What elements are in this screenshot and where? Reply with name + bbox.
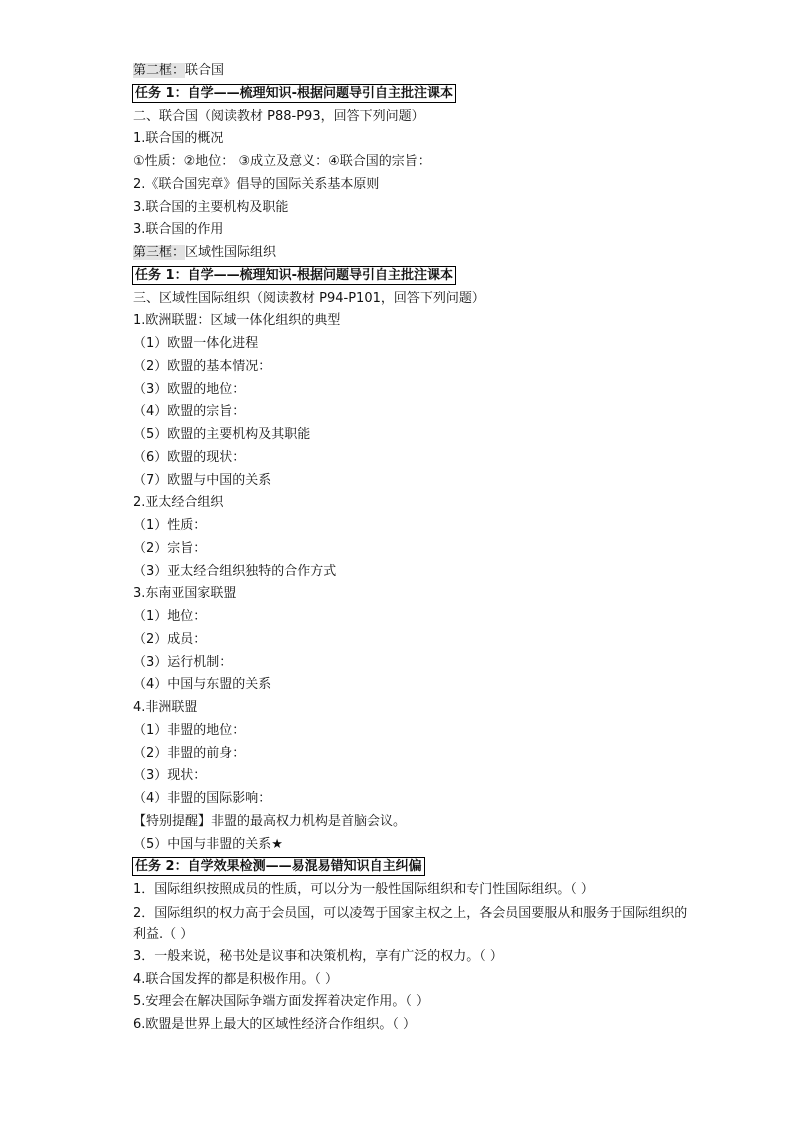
sec3-heading: 三、区域性国际组织（阅读教材 P94-P101，回答下列问题）: [133, 290, 485, 306]
frame2-name: 联合国: [185, 63, 225, 78]
document-body: [133, 60, 693, 1037]
question-5: 5.安理会在解决国际争端方面发挥着决定作用。（ ）: [133, 994, 430, 1010]
sec3-item: 3.东南亚国家联盟: [133, 586, 237, 602]
sec3-item: （5）欧盟的主要机构及其职能: [133, 427, 311, 442]
question-4: 4.联合国发挥的都是积极作用。（ ）: [133, 971, 339, 987]
sec3-item: （3）运行机制：: [133, 654, 233, 670]
sec3-item: （2）宗旨：: [133, 540, 207, 556]
sec2-item: 1.联合国的概况: [133, 131, 224, 147]
task1b-box: 任务 1：自学——梳理知识-根据问题导引自主批注课本: [132, 266, 456, 285]
sec3-item: （2）非盟的前身：: [133, 745, 246, 761]
sec3-item: （1）欧盟一体化进程: [133, 336, 259, 351]
task1-unpaired-header: [133, 83, 693, 106]
sec3-item: （3）现状：: [133, 768, 207, 784]
sec3-item: （6）欧盟的现状：: [133, 449, 246, 465]
sec3-item: （3）欧盟的地位：: [133, 381, 246, 397]
sec3-item: （4）中国与东盟的关系: [133, 677, 272, 693]
sec2-heading: 二、联合国（阅读教材 P88-P93，回答下列问题）: [133, 108, 425, 124]
task1a-box: 任务 1：自学——梳理知识-根据问题导引自主批注课本: [132, 84, 456, 103]
sec3-item: （5）中国与非盟的关系★: [133, 836, 283, 852]
sec3-item: （3）亚太经合组织独特的合作方式: [133, 563, 337, 579]
task1b-header: [133, 265, 693, 288]
sec3-item: （2）成员：: [133, 631, 207, 647]
sec3-item: （4）非盟的国际影响：: [133, 791, 272, 806]
sec2-item: 3.联合国的主要机构及职能: [133, 199, 289, 215]
sec3-item: （2）欧盟的基本情况：: [133, 358, 272, 374]
task2-header: [133, 856, 693, 879]
sec3-item: （7）欧盟与中国的关系: [133, 472, 272, 488]
sec3-item: （1）非盟的地位：: [133, 722, 246, 738]
question-3: 3．一般来说，秘书处是议事和决策机构，享有广泛的权力。（ ）: [133, 948, 503, 964]
special-reminder: 【特别提醒】非盟的最高权力机构是首脑会议。: [133, 813, 407, 829]
frame3-title: [133, 242, 693, 265]
frame3-name: 区域性国际组织: [185, 245, 277, 260]
frame2-label: 第二框：: [133, 63, 186, 78]
sec3-item: 4.非洲联盟: [133, 700, 198, 715]
sec3-item: （1）性质：: [133, 518, 207, 533]
sec3-item: 1.欧洲联盟：区域一体化组织的典型: [133, 313, 341, 329]
sec2-item: 2.《联合国宪章》倡导的国际关系基本原则: [133, 176, 380, 192]
task2-box: 任务 2：自学效果检测——易混易错知识自主纠偏: [132, 857, 425, 876]
question-6: 6.欧盟是世界上最大的区域性经济合作组织。（ ）: [133, 1017, 417, 1032]
question-2: 2．国际组织的权力高于会员国，可以凌驾于国家主权之上，各会员国要服从和服务于国际组织的利益.（ ）: [133, 905, 688, 942]
sec3-item: （4）欧盟的宗旨：: [133, 404, 246, 420]
sec2-item: ①性质：②地位： ③成立及意义：④联合国的宗旨：: [133, 154, 431, 169]
sec2-item: 3.联合国的作用: [133, 222, 224, 238]
frame3-label: 第三框：: [133, 245, 186, 260]
frame2-title: [133, 60, 693, 83]
question-1: 1．国际组织按照成员的性质，可以分为一般性国际组织和专门性国际组织。（ ）: [133, 882, 594, 897]
sec3-item: （1）地位：: [133, 609, 207, 624]
sec3-item: 2.亚太经合组织: [133, 495, 224, 511]
